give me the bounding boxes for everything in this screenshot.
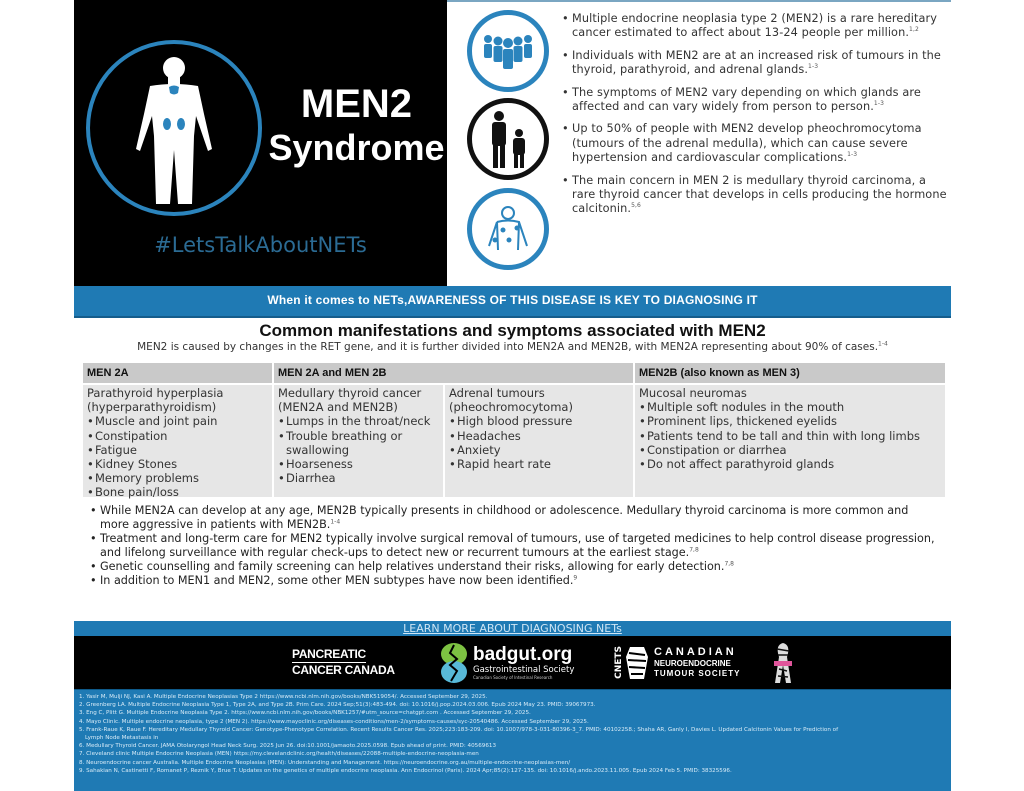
column-adrenal: Adrenal tumours (pheochromocytoma) • High blood pressure • Headaches • Anxiety • Rapid heart rate [445,385,633,497]
zebra-icon [624,645,650,681]
group-of-people-icon [467,10,549,92]
fact-item: • Individuals with MEN2 are at an increased risk of tumours in the thyroid, parathyroid, and adrenal glands.$^{1-3}$ [562,49,948,78]
reference-item: 7. Cleveland clinic Multiple Endocrine Neoplasia (MEN) https://my.clevelandclinic.org/health/diseases/22088-multiple-endocrine-neoplasia-men [79,751,479,758]
header-men2b: MEN2B (also known as MEN 3) [635,363,945,383]
badgut-logo[interactable]: badgut.org Gastrointestinal Society Canadian Society of Intestinal Research [440,636,574,689]
note-item: • Genetic counselling and family screening can help relatives understand their risks, allowing for early detection.$^{7,8}$ [90,560,940,574]
reference-item: 1. Yasir M, Mulji NJ, Kasi A. Multiple Endocrine Neoplasias Type 2 https://www.ncbi.nlm.nih.gov/books/NBK519054/. Accessed September 29, 2025. [79,694,488,700]
learn-more-link[interactable]: LEARN MORE ABOUT DIAGNOSING NETs [403,622,622,635]
reference-item: 5. Frank-Raue K, Raue F. Hereditary Medullary Thyroid Cancer: Genotype-Phenotype Correlation. Recent Results Cancer Res. 2025;223:183-209. doi: 10.1007/978-3-031-80396-3_7. PMID: 40102258.; Shaha AR, Ganly I, Davies L. Updated Calcitonin Values for Prediction of [79,726,839,733]
fact-item: • Up to 50% of people with MEN2 develop pheochromocytoma (tumours of the adrenal medulla), which can cause severe hypertension and cardiovascular complications.$^{1-3}$ [562,122,948,165]
awareness-banner: When it comes to NETs,AWARENESS OF THIS DISEASE IS KEY TO DIAGNOSING IT [74,286,951,318]
reference-item: 4. Mayo Clinic. Multiple endocrine neoplasia, type 2 (MEN 2). https://www.mayoclinic.org/diseases-conditions/men-2/symptoms-causes/syc-20540486. Accessed September 29, 2025. [79,718,589,725]
references [74,689,951,791]
hero-title-line2: Syndrome [268,127,445,168]
badgut-gut-icon [440,643,468,683]
learn-more-bar [74,621,951,636]
reference-item: 9. Sahakian N, Castinetti F, Romanet P, Reznik Y, Brue T. Updates on the genetics of multiple endocrine neoplasia. Ann Endocrinol (Paris). 2024 Apr;85(2):127-135. doi: 10.1016/j.ando.2023.11.005. Epub 2024 Feb 5. PMID: 38325596. [79,767,732,774]
note-item: • In addition to MEN1 and MEN2, some other MEN subtypes have now been identified.$^9$ [90,574,940,588]
infographic-page [74,0,951,791]
hero-panel [74,0,447,286]
facts-list [562,12,948,225]
cnets-logo[interactable]: CNETS CANADIAN NEUROENDOCRINE TUMOUR SOCIETY [614,646,741,679]
note-item: • While MEN2A can develop at any age, MEN2B typically presents in childhood or adolescence. Medullary thyroid carcinoma is more common and more aggressive in patients with MEN2B.$^{1-4}$ [90,504,940,532]
reference-item: 3. Eng C, Plitt G. Multiple Endocrine Neoplasia Type 2. https://www.ncbi.nlm.nih.gov/books/NBK1257/#utm_source=chatgpt.com . Accessed September 29, 2025. [79,710,531,717]
fact-item: • The main concern in MEN 2 is medullary thyroid carcinoma, a rare thyroid cancer that develops in cells producing the hormone calcitonin.$^{5,6}$ [562,174,948,217]
reference-item: 2. Greenberg LA. Multiple Endocrine Neoplasia Type 1, Type 2A, and Type 2B. Prim Care. 2024 Sep;51(3):483-494. doi: 10.1016/j.pop.2024.03.006. Epub 2024 May 23. PMID: 39067973. [79,702,596,709]
notes-list [90,504,940,588]
fact-item: • The symptoms of MEN2 vary depending on which glands are affected and can vary widely from person to person.$^{1-3}$ [562,86,948,115]
human-body-icon [122,54,226,204]
reference-item: Lymph Node Metastasis in [85,735,159,742]
body-tumours-icon [467,188,549,270]
reference-item: 6. Medullary Thyroid Cancer. JAMA Otolaryngol Head Neck Surg. 2025 Jun 26. doi:10.1001/jamaoto.2025.0598. Epub ahead of print. PMID: 40569613 [79,743,496,750]
facts-top-border [447,0,951,2]
section-title: Common manifestations and symptoms associated with MEN2 [259,321,766,340]
column-parathyroid: Parathyroid hyperplasia (hyperparathyroidism) • Muscle and joint pain • Constipation • Fatigue • Kidney Stones • Memory problems • Bone pain/loss [83,385,272,497]
fact-item: • Multiple endocrine neoplasia type 2 (MEN2) is a rare hereditary cancer estimated to affect about 13-24 people per million.$^{1,2}$ [562,12,948,41]
hero-title-line1: MEN2 [300,82,413,126]
ribbon-icon [774,641,792,685]
hashtag: #LetsTalkAboutNETs [154,233,367,257]
pancreatic-cancer-canada-logo[interactable]: PANCREATIC CANCER CANADA [292,647,395,677]
symptoms-table [83,363,945,500]
header-men2a-and-men2b: MEN 2A and MEN 2B [274,363,633,383]
column-medullary-thyroid: Medullary thyroid cancer (MEN2A and MEN2B) • Lumps in the throat/neck • Trouble breathing or swallowing • Hoarseness • Diarrhea [274,385,443,497]
reference-item: 8. Neuroendocrine cancer Australia. Multiple Endocrine Neoplasias (MEN): Understanding and Management. https://neuroendocrine.org.au/multiple-endocrine-neoplasias-men/ [79,759,571,766]
zebra-ribbon-logo [774,636,792,689]
adult-and-child-icon [467,98,549,180]
note-item: • Treatment and long-term care for MEN2 typically involve surgical removal of tumours, use of targeted medicines to help control disease progression, and lifelong surveillance with regular check-ups to detect new or recurrent tumours at the earliest stage.$^{7,8}$ [90,532,940,560]
section-subtitle: MEN2 is caused by changes in the RET gene, and it is further divided into MEN2A and MEN2B, with MEN2A representing about 90% of cases.$^{1-4}$ [137,340,888,353]
hero-title [264,82,449,170]
header-men2a: MEN 2A [83,363,272,383]
column-mucosal-neuromas: Mucosal neuromas • Multiple soft nodules in the mouth • Prominent lips, thickened eyelids • Patients tend to be tall and thin with long limbs • Constipation or diarrhea • Do not affect parathyroid glands [635,385,945,497]
partner-logos [74,636,951,689]
